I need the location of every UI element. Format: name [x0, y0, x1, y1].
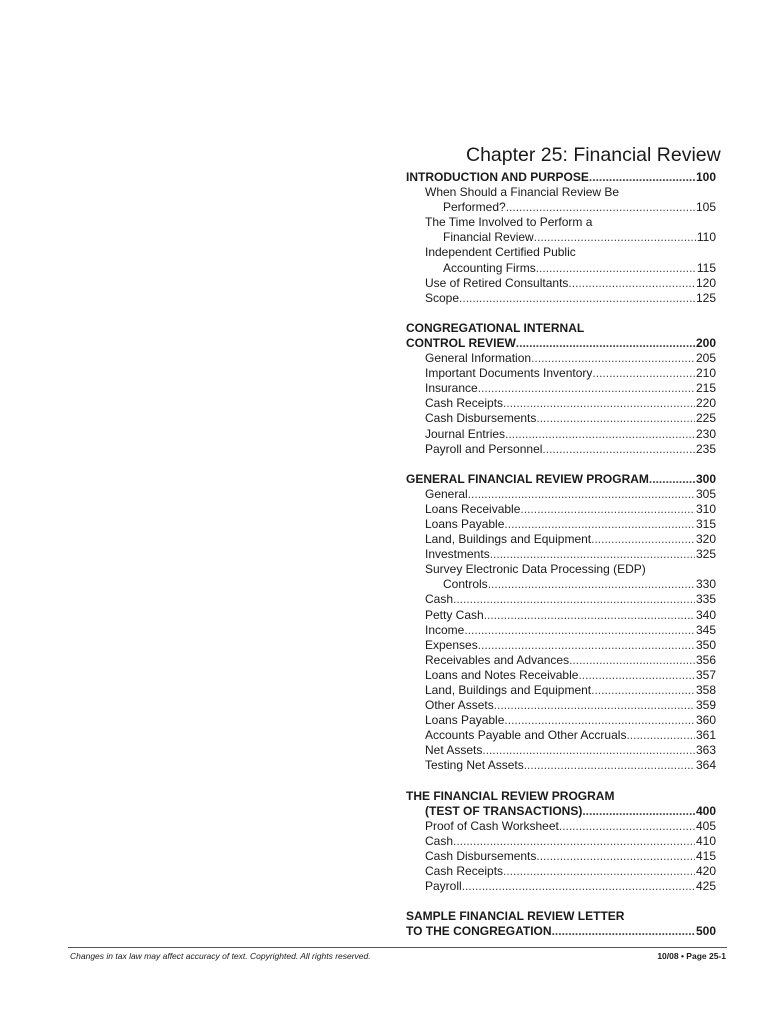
toc-entry[interactable] [406, 592, 716, 607]
toc-entry-title: Accounting Firms [443, 260, 536, 275]
toc-dot-leader [534, 230, 696, 245]
toc-entry[interactable] [406, 728, 716, 743]
toc-heading-entry[interactable] [406, 472, 716, 487]
toc-dot-leader [520, 502, 695, 517]
toc-dot-leader [542, 442, 695, 457]
toc-entry[interactable] [406, 502, 716, 517]
toc-entry-title: Cash Disbursements [425, 848, 537, 863]
toc-dot-leader [488, 577, 695, 592]
toc-page-number: 330 [695, 577, 716, 592]
toc-heading-entry[interactable] [406, 170, 716, 185]
toc-entry[interactable] [406, 442, 716, 457]
toc-dot-leader [649, 472, 695, 487]
toc-entry-title: Survey Electronic Data Processing (EDP) [425, 562, 646, 577]
toc-page-number: 315 [695, 516, 716, 531]
toc-dot-leader [589, 170, 695, 185]
toc-entry-title: Payroll [425, 879, 462, 894]
toc-page-number: 215 [695, 381, 716, 396]
toc-entry-title: Insurance [425, 381, 478, 396]
toc-entry[interactable] [406, 351, 716, 366]
table-of-contents [406, 170, 716, 954]
toc-page-number: 100 [695, 170, 716, 184]
toc-entry[interactable] [406, 864, 716, 879]
toc-dot-leader [490, 547, 695, 562]
toc-dot-leader [591, 683, 695, 698]
toc-entry-title: CONTROL REVIEW [406, 335, 516, 350]
toc-entry[interactable] [406, 276, 716, 291]
toc-page-number: 360 [695, 713, 716, 728]
toc-page-number: 220 [695, 396, 716, 411]
toc-entry[interactable] [406, 879, 716, 894]
toc-entry-title: Loans Payable [425, 516, 505, 531]
toc-heading-entry[interactable] [406, 924, 716, 939]
toc-entry-title: Loans Receivable [425, 501, 521, 516]
toc-entry[interactable] [406, 668, 716, 683]
toc-entry-title: Accounts Payable and Other Accruals [425, 728, 627, 743]
toc-entry[interactable] [406, 532, 716, 547]
toc-entry[interactable] [406, 743, 716, 758]
toc-entry-title: General [425, 486, 468, 501]
toc-entry-title: The Time Involved to Perform a [425, 215, 593, 230]
toc-page-number: 305 [695, 486, 716, 501]
toc-entry-title: Financial Review [443, 230, 534, 245]
toc-entry[interactable] [406, 638, 716, 653]
toc-entry[interactable] [406, 819, 716, 834]
toc-page-number: 359 [695, 698, 716, 713]
toc-entry-title: Controls [443, 577, 488, 592]
toc-page-number: 235 [695, 441, 716, 456]
toc-entry-title: Testing Net Assets [425, 758, 524, 773]
toc-heading-entry[interactable] [406, 336, 716, 351]
toc-dot-leader [503, 396, 695, 411]
toc-page-number: 400 [695, 803, 716, 818]
toc-dot-leader [559, 819, 695, 834]
toc-page-number: 345 [695, 622, 716, 637]
toc-page-number: 364 [695, 758, 716, 773]
toc-section [406, 909, 716, 939]
toc-dot-leader [582, 804, 695, 819]
toc-heading-entry[interactable] [406, 789, 716, 804]
toc-entry-title: Land, Buildings and Equipment [425, 683, 592, 697]
toc-entry-title: (TEST OF TRANSACTIONS) [425, 803, 583, 818]
toc-entry-title: TO THE CONGREGATION [406, 924, 552, 939]
toc-page-number: 361 [695, 728, 716, 743]
toc-entry-title: Important Documents Inventory [425, 366, 593, 381]
toc-entry[interactable] [406, 517, 716, 532]
toc-entry-title: INTRODUCTION AND PURPOSE [406, 170, 589, 184]
toc-entry[interactable] [406, 834, 716, 849]
toc-page-number: 415 [695, 848, 716, 863]
toc-dot-leader [506, 200, 695, 215]
toc-entry-title: Cash [425, 592, 454, 607]
toc-dot-leader [464, 623, 695, 638]
toc-entry-title: THE FINANCIAL REVIEW PROGRAM [406, 788, 615, 803]
toc-page-number: 358 [695, 683, 716, 697]
toc-entry[interactable] [406, 230, 716, 245]
toc-entry-title: Proof of Cash Worksheet [425, 818, 559, 833]
toc-entry[interactable] [406, 411, 716, 426]
toc-section [406, 789, 716, 895]
toc-page-number: 125 [695, 290, 716, 305]
toc-dot-leader [484, 608, 695, 623]
toc-dot-leader [536, 849, 695, 864]
toc-entry-title: Receivables and Advances [425, 652, 570, 667]
toc-entry-title: Other Assets [425, 698, 494, 713]
toc-entry-title: Journal Entries [425, 426, 506, 441]
toc-entry[interactable] [406, 487, 716, 502]
toc-page-number: 340 [695, 607, 716, 622]
toc-entry[interactable] [406, 623, 716, 638]
toc-dot-leader [531, 351, 695, 366]
toc-entry-title: Petty Cash [425, 607, 484, 622]
toc-entry[interactable] [406, 758, 716, 773]
toc-entry-title: Land, Buildings and Equipment [425, 532, 592, 547]
toc-page-number: 310 [695, 501, 716, 516]
toc-page-number: 115 [696, 260, 716, 275]
toc-page-number: 350 [695, 637, 716, 652]
toc-entry-title: Performed? [443, 200, 506, 215]
toc-dot-leader [552, 924, 695, 939]
toc-entry-title: When Should a Financial Review Be [425, 185, 620, 200]
toc-entry[interactable] [406, 427, 716, 442]
toc-page-number: 500 [695, 924, 716, 939]
toc-page-number: 320 [695, 532, 716, 547]
toc-entry[interactable] [406, 291, 716, 306]
toc-entry-title: Net Assets [425, 743, 483, 758]
toc-entry-title: Cash Receipts [425, 396, 504, 411]
toc-page-number: 420 [695, 864, 716, 879]
toc-section [406, 472, 716, 774]
toc-entry-title: Scope [425, 290, 460, 305]
toc-page-number: 110 [696, 230, 716, 245]
toc-heading-entry[interactable] [406, 909, 716, 924]
toc-page-number: 425 [695, 879, 716, 894]
toc-dot-leader [536, 261, 696, 276]
footer-copyright-note: Changes in tax law may affect accuracy of text. Copyrighted. All rights reserved. [70, 951, 371, 961]
toc-dot-leader [626, 728, 695, 743]
toc-dot-leader [504, 517, 695, 532]
chapter-title: Chapter 25: Financial Review [466, 144, 721, 166]
toc-page-number: 200 [695, 335, 716, 350]
toc-dot-leader [468, 487, 695, 502]
toc-entry-title: Payroll and Personnel [425, 441, 543, 456]
toc-dot-leader [494, 698, 695, 713]
toc-entry-title: Income [425, 622, 465, 637]
toc-page-number: 363 [695, 743, 716, 758]
toc-dot-leader [578, 668, 695, 683]
toc-entry[interactable] [406, 849, 716, 864]
toc-entry-title: SAMPLE FINANCIAL REVIEW LETTER [406, 909, 625, 924]
toc-dot-leader [524, 758, 695, 773]
toc-entry[interactable] [406, 245, 716, 260]
toc-entry[interactable] [406, 698, 716, 713]
toc-dot-leader [453, 592, 695, 607]
toc-entry[interactable] [406, 577, 716, 592]
toc-entry-title: Cash Disbursements [425, 411, 537, 426]
toc-dot-leader [462, 879, 695, 894]
toc-page-number: 325 [695, 547, 716, 562]
toc-entry[interactable] [406, 547, 716, 562]
toc-entry[interactable] [406, 200, 716, 215]
toc-entry[interactable] [406, 215, 716, 230]
toc-section [406, 170, 716, 306]
toc-page-number: 105 [695, 200, 716, 215]
toc-page-number: 225 [695, 411, 716, 426]
toc-entry[interactable] [406, 683, 716, 698]
toc-entry[interactable] [406, 366, 716, 381]
toc-entry-title: Loans and Notes Receivable [425, 667, 579, 682]
toc-dot-leader [459, 291, 695, 306]
toc-page-number: 357 [695, 667, 716, 682]
toc-entry[interactable] [406, 713, 716, 728]
toc-entry-title: Independent Certified Public [425, 245, 576, 260]
toc-dot-leader [536, 411, 695, 426]
toc-page-number: 205 [695, 351, 716, 366]
toc-dot-leader [478, 381, 695, 396]
toc-entry[interactable] [406, 653, 716, 668]
toc-entry[interactable] [406, 185, 716, 200]
toc-dot-leader [478, 638, 695, 653]
toc-dot-leader [516, 336, 695, 351]
toc-dot-leader [453, 834, 695, 849]
toc-heading-entry[interactable] [406, 804, 716, 819]
toc-section [406, 321, 716, 457]
toc-entry[interactable] [406, 562, 716, 577]
footer-divider [68, 947, 727, 948]
toc-dot-leader [568, 276, 695, 291]
toc-page-number: 230 [695, 426, 716, 441]
toc-heading-entry[interactable] [406, 321, 716, 336]
toc-dot-leader [569, 653, 695, 668]
toc-page-number: 410 [695, 833, 716, 848]
toc-page-number: 356 [695, 652, 716, 667]
toc-entry[interactable] [406, 261, 716, 276]
toc-entry-title: Use of Retired Consultants [425, 275, 569, 290]
toc-entry-title: Cash Receipts [425, 864, 504, 879]
toc-dot-leader [504, 713, 695, 728]
toc-entry[interactable] [406, 608, 716, 623]
toc-dot-leader [505, 427, 695, 442]
toc-entry-title: CONGREGATIONAL INTERNAL [406, 320, 585, 335]
toc-dot-leader [591, 532, 695, 547]
toc-entry-title: Investments [425, 547, 490, 562]
toc-entry[interactable] [406, 381, 716, 396]
toc-entry-title: General Information [425, 351, 532, 366]
toc-entry-title: Cash [425, 833, 454, 848]
toc-entry[interactable] [406, 396, 716, 411]
toc-page-number: 300 [695, 471, 716, 486]
toc-entry-title: Expenses [425, 637, 478, 652]
toc-dot-leader [503, 864, 695, 879]
toc-page-number: 210 [695, 366, 716, 381]
toc-entry-title: GENERAL FINANCIAL REVIEW PROGRAM [406, 471, 649, 486]
toc-page-number: 405 [695, 818, 716, 833]
toc-entry-title: Loans Payable [425, 713, 505, 728]
footer-page-number: 10/08 • Page 25-1 [657, 951, 726, 961]
toc-dot-leader [482, 743, 695, 758]
toc-dot-leader [592, 366, 695, 381]
toc-page-number: 335 [695, 592, 716, 607]
toc-page-number: 120 [695, 275, 716, 290]
